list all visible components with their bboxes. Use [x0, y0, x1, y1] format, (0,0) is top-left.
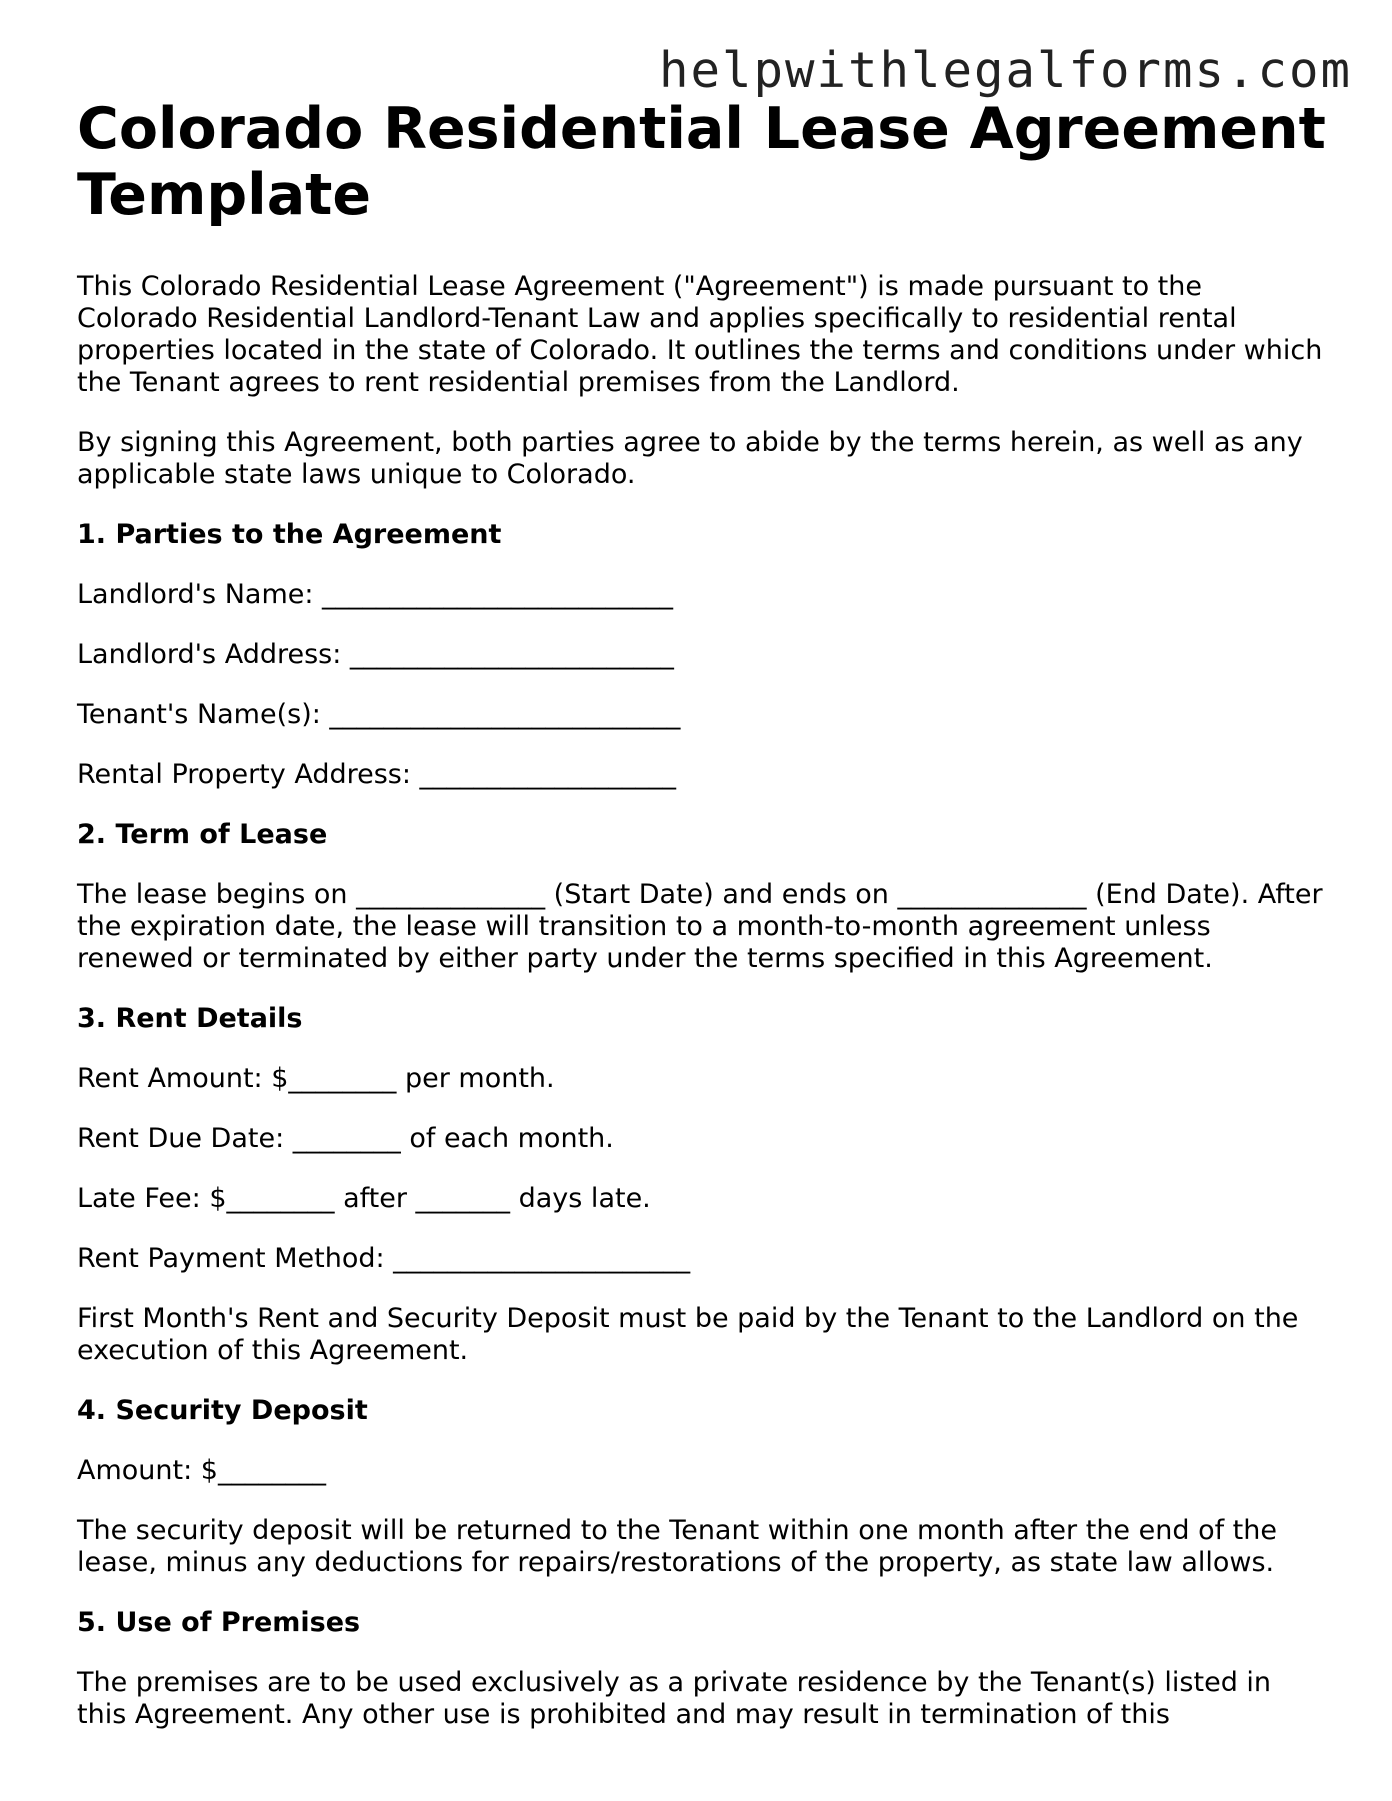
deposit-paragraph: The security deposit will be returned to the Tenant within one month after the end of the lease, minus any deductions for repairs/restorations of the property, as state law allows. — [77, 1515, 1277, 1578]
section-heading-parties: 1. Parties to the Agreement — [77, 519, 502, 550]
intro-paragraph-2: By signing this Agreement, both parties agree to abide by the terms herein, as well as any applicable state laws unique to Colorado. — [77, 427, 1303, 490]
section-heading-term: 2. Term of Lease — [77, 819, 328, 850]
landlord-name-field: Landlord's Name: __________________________ — [77, 579, 674, 610]
document-page — [77, 96, 1327, 1731]
late-fee-field: Late Fee: $________ after _______ days late. — [77, 1183, 651, 1214]
document-title: Colorado Residential Lease Agreement Template — [77, 96, 1326, 228]
payment-method-field: Rent Payment Method: ______________________ — [77, 1243, 691, 1274]
section-heading-deposit: 4. Security Deposit — [77, 1395, 368, 1426]
first-month-paragraph: First Month's Rent and Security Deposit must be paid by the Tenant to the Landlord on the execution of this Agreement. — [77, 1303, 1299, 1366]
landlord-address-field: Landlord's Address: ________________________ — [77, 639, 674, 670]
section-heading-rent: 3. Rent Details — [77, 1003, 303, 1034]
rent-due-date-field: Rent Due Date: ________ of each month. — [77, 1123, 614, 1154]
site-watermark: helpwithlegalforms.com — [658, 42, 1352, 99]
deposit-amount-field: Amount: $________ — [77, 1455, 326, 1486]
term-paragraph: The lease begins on ______________ (Start Date) and ends on ______________ (End Date). After the expiration date, the lease will transition to a month-to-month agreement unless renewed or terminated by either party under the terms specified in this Agreement. — [77, 879, 1323, 974]
use-paragraph: The premises are to be used exclusively as a private residence by the Tenant(s) listed in this Agreement. Any other use is prohibited and may result in termination of this — [77, 1667, 1272, 1730]
property-address-field: Rental Property Address: ___________________ — [77, 759, 677, 790]
tenant-names-field: Tenant's Name(s): __________________________ — [77, 699, 681, 730]
intro-paragraph-1: This Colorado Residential Lease Agreement ("Agreement") is made pursuant to the Colorado Residential Landlord-Tenant Law and applies specifically to residential rental properties located in the state of Colorado. It outlines the terms and conditions under which the Tenant agrees to rent residential premises from the Landlord. — [77, 271, 1323, 398]
section-heading-use: 5. Use of Premises — [77, 1607, 361, 1638]
rent-amount-field: Rent Amount: $________ per month. — [77, 1063, 555, 1094]
